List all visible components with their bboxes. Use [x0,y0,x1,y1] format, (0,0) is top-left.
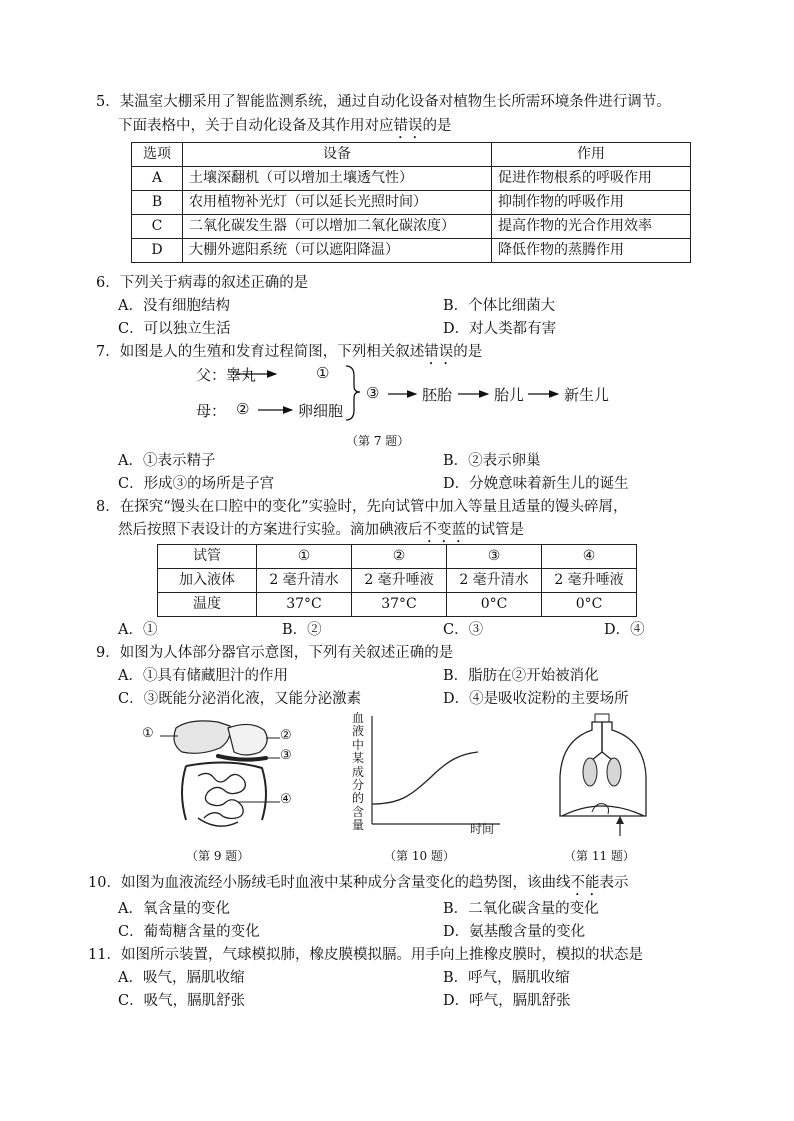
table-cell: B [132,191,183,215]
table-row [132,215,691,239]
q7-reproduction-diagram [170,362,630,452]
q8-stem-line1: 8．在探究“馒头在口腔中的变化”实验时，先向试管中加入等量且适量的馒头碎屑， [96,499,628,515]
table-cell: 试管 [158,545,257,569]
q9-option-d: D．④是吸收淀粉的主要场所 [443,691,629,707]
q8-option-c: C．③ [443,622,484,638]
fig9-label-3: ③ [280,748,292,763]
q7-stem: 7．如图是人的生殖和发育过程简图，下列相关叙述错误的是 [96,344,483,360]
fig10-xlabel: 时间 [470,822,495,836]
fig11-lung-model [548,712,658,862]
fig10-caption: （第 10 题） [384,849,455,863]
q9-option-a: A．①具有储藏胆汁的作用 [118,668,288,684]
q11-option-a: A．吸气，膈肌收缩 [118,970,245,986]
table-cell: 降低作物的蒸腾作用 [492,239,691,263]
stomach-shape [228,724,267,755]
q10-option-d: D．氨基酸含量的变化 [443,924,586,940]
q10-stem: 10．如图为血液流经小肠绒毛时血液中某种成分含量变化的趋势图，该曲线不能表示 [88,875,629,891]
table-cell: 土壤深翻机（可以增加土壤透气性） [183,167,492,191]
table-cell: 0°C [542,593,637,617]
q7-option-c: C．形成③的场所是子宫 [118,476,275,492]
fig9-label-4: ④ [280,792,292,807]
q9-option-c: C．③既能分泌消化液，又能分泌激素 [118,691,362,707]
newborn-label: 新生儿 [564,386,610,404]
q11-option-c: C．吸气，膈肌舒张 [118,993,246,1009]
table-cell: 提高作物的光合作用效率 [492,215,691,239]
table-cell: 加入液体 [158,569,257,593]
table-cell: 促进作物根系的呼吸作用 [492,167,691,191]
q5-stem-line2: 下面表格中，关于自动化设备及其作用对应错误的是 [118,118,452,134]
table-cell: 大棚外遮阳系统（可以遮阳降温） [183,239,492,263]
q5-table [131,142,691,263]
q5-header-device: 设备 [183,143,492,167]
table-row [132,167,691,191]
q7-option-d: D．分娩意味着新生儿的诞生 [443,476,629,492]
large-intestine-shape [182,762,266,820]
q6-option-d: D．对人类都有害 [443,321,557,337]
rectum-shape [198,818,238,826]
embryo-label: 胚胎 [422,386,453,404]
q11-stem: 11．如图所示装置，气球模拟肺，橡皮膜模拟膈。用手向上推橡皮膜时，模拟的状态是 [88,947,643,963]
q6-option-c: C．可以独立生活 [118,321,231,337]
table-cell: 37°C [352,593,447,617]
circle-3-label: ③ [366,384,380,402]
brace [346,366,360,420]
fig9-label-2: ② [280,728,292,743]
small-intestine-shape [198,773,245,818]
father-testis-label: 父：睾丸 [196,366,257,384]
q10-emphasis: 不能 [570,875,600,891]
q9-option-b: B．脂肪在②开始被消化 [443,668,599,684]
bell-jar-drawing [548,712,658,842]
bronchi-tubes [592,752,612,760]
q8-table [157,544,637,617]
table-cell: 2 毫升唾液 [542,569,637,593]
q5-header-function: 作用 [492,143,691,167]
fig9-digestive-system [138,712,308,862]
table-row [132,239,691,263]
fetus-label: 胎儿 [494,386,525,404]
circle-2-label: ② [236,400,250,418]
q7-option-b: B．②表示卵巢 [443,453,541,469]
q7-emphasis: 错误 [424,344,454,360]
q5-header-option: 选项 [132,143,183,167]
mother-label: 母： [196,402,227,420]
q10-option-b: B．二氧化碳含量的变化 [443,901,599,917]
stopper [595,714,609,722]
table-cell: ① [257,545,352,569]
q11-option-b: B．呼气，膈肌收缩 [443,970,570,986]
egg-label: 卵细胞 [298,402,344,420]
table-row [158,545,637,569]
table-cell: 温度 [158,593,257,617]
q8-option-d: D．④ [604,622,645,638]
fig11-caption: （第 11 题） [564,849,635,863]
balloon-right [607,758,621,786]
q9-stem: 9．如图为人体部分器官示意图，下列有关叙述正确的是 [96,645,454,661]
pancreas-shape [218,756,266,760]
q7-option-a: A．①表示精子 [118,453,216,469]
table-cell: 抑制作物的呼吸作用 [492,191,691,215]
bell-jar [560,722,646,816]
table-cell: 农用植物补光灯（可以延长光照时间） [183,191,492,215]
push-arrow-icon [616,816,624,824]
table-cell: 0°C [447,593,542,617]
circle-1-label: ① [316,364,330,382]
fig9-label-1: ① [142,726,154,741]
table-cell: 2 毫升清水 [257,569,352,593]
balloon-left [583,758,597,786]
q8-option-b: B．② [282,622,322,638]
q5-table-header [132,143,691,167]
q6-option-b: B．个体比细菌大 [443,298,556,314]
table-cell: ② [352,545,447,569]
table-cell: C [132,215,183,239]
table-cell: ④ [542,545,637,569]
fig10-ylabel: 血 液 中 某 成 分 的 含 量 [351,711,364,833]
q7-caption: （第 7 题） [346,434,410,448]
table-cell: ③ [447,545,542,569]
fig10-trend-chart [350,712,510,862]
table-row [158,593,637,617]
fig9-caption: （第 9 题） [186,849,250,863]
liver-shape [174,721,230,753]
table-cell: 2 毫升清水 [447,569,542,593]
q6-option-a: A．没有细胞结构 [118,298,230,314]
q8-stem-line2: 然后按照下表设计的方案进行实验。滴加碘液后不变蓝的试管是 [118,522,524,538]
q6-stem: 6．下列关于病毒的叙述正确的是 [96,275,309,291]
q11-option-d: D．呼气，膈肌舒张 [443,993,571,1009]
table-row [132,191,691,215]
hand-shape [592,804,609,814]
table-cell: D [132,239,183,263]
table-cell: 二氧化碳发生器（可以增加二氧化碳浓度） [183,215,492,239]
q5-stem-line1: 5．某温室大棚采用了智能监测系统，通过自动化设备对植物生长所需环境条件进行调节。 [96,94,671,110]
trend-curve [372,752,478,804]
table-cell: A [132,167,183,191]
fig10-axes [350,712,510,837]
table-row [158,569,637,593]
q5-emphasis: 错误 [393,118,423,134]
q8-option-a: A．① [118,622,158,638]
table-cell: 37°C [257,593,352,617]
rubber-membrane [562,806,644,816]
q10-option-c: C．葡萄糖含量的变化 [118,924,260,940]
q10-option-a: A．氧含量的变化 [118,901,230,917]
table-cell: 2 毫升唾液 [352,569,447,593]
q8-emphasis: 不变蓝 [422,522,466,538]
